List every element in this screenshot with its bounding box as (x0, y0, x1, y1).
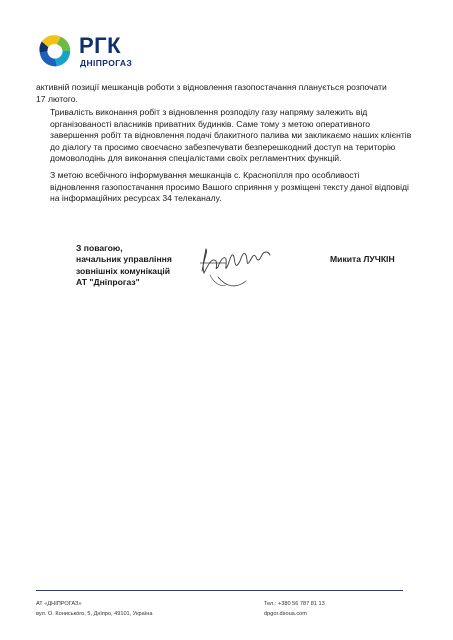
text-line: домоволодінь для виконання спеціалістами своїх регламентних функцій. (50, 153, 342, 164)
text-line: Тривалість виконання робіт з відновлення розподілу газу напряму залежить від (50, 107, 368, 117)
footer-divider (36, 590, 403, 591)
letter-paragraph-3 (36, 170, 418, 205)
logo-title: РГК (79, 33, 122, 58)
handwritten-signature (196, 237, 276, 297)
text-line: організованості власників приватних будинків. Саме тому з метою оперативного (50, 118, 371, 129)
logo-subtitle: ДНІПРОГАЗ (80, 58, 133, 68)
footer-address-block (36, 600, 153, 619)
text-line: 17 лютого. (36, 93, 78, 104)
letter-paragraph-2 (36, 107, 418, 165)
logo-mark-icon (36, 32, 74, 70)
footer-contact-block (264, 600, 325, 619)
signer-company: АТ "Дніпрогаз" (76, 277, 140, 288)
footer-phone: Тел.: +380 56 787 81 13 (264, 601, 325, 607)
signer-name: Микита ЛУЧКІН (330, 254, 395, 264)
company-logo (36, 32, 176, 76)
text-line: до діалогу та просимо своєчасно забезпечувати безперешкодний доступ на територію (50, 141, 396, 152)
text-line: активній позиції мешканців роботи з відновлення газопостачання планується розпочати (36, 82, 387, 92)
text-line: на інформаційних ресурсах 34 телеканалу. (50, 193, 222, 204)
footer-company: АТ «ДНІПРОГАЗ» (36, 601, 82, 607)
text-line: завершення робіт та відновлення подачі блакитного палива ми закликаємо наших клієнтів (50, 130, 412, 141)
signer-department: зовнішніх комунікацій (76, 265, 171, 276)
signer-position: начальник управління (76, 254, 172, 265)
text-line: З метою всебічного інформування мешканців с. Краснопілля про особливості (50, 170, 360, 180)
closing-block (76, 243, 172, 289)
text-line: відновлення газопостачання просимо Вашого сприяння у розміщені тексту даної відповіді (50, 181, 409, 192)
footer-email: dpgor.dsoua.com (264, 610, 307, 617)
closing-greeting: З повагою, (76, 243, 123, 253)
letter-paragraph-1 (36, 82, 418, 105)
footer-address: вул. О. Конисько́го, 5, Дніпро, 49101, Україна (36, 610, 153, 617)
